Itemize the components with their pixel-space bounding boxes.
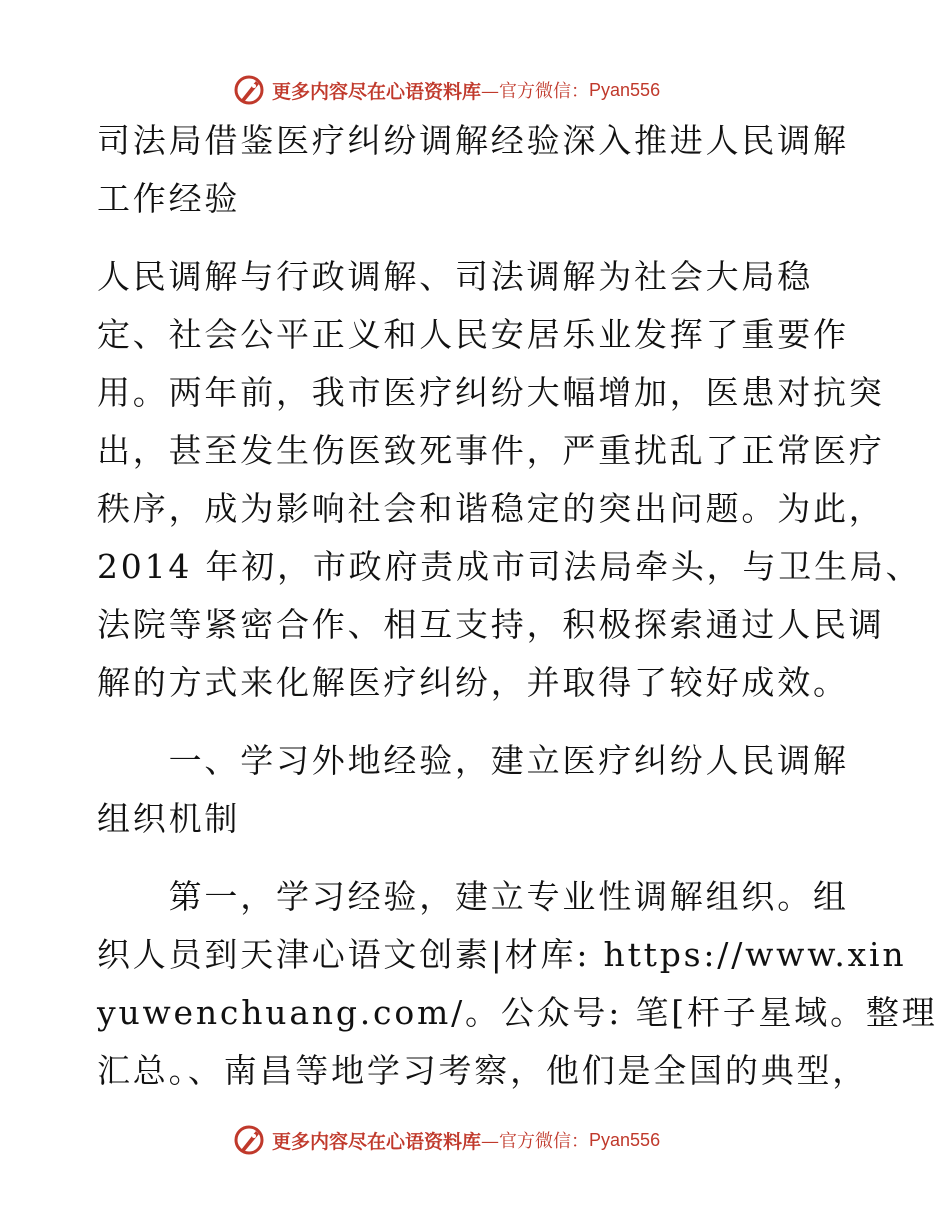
paragraph-line: 织人员到天津心语文创素|材库: https://www.xin — [97, 935, 907, 974]
paragraph-line: 解的方式来化解医疗纠纷，并取得了较好成效。 — [97, 663, 849, 702]
banner-title: 更多内容尽在心语资料库 — [272, 80, 482, 103]
pen-nib-logo-icon — [232, 73, 266, 107]
paragraph-line: 定、社会公平正义和人民安居乐业发挥了重要作 — [97, 315, 849, 354]
paragraph-line: 法院等紧密合作、相互支持，积极探索通过人民调 — [97, 605, 885, 644]
paragraph-line: 用。两年前，我市医疗纠纷大幅增加，医患对抗突 — [97, 373, 885, 412]
title-line: 司法局借鉴医疗纠纷调解经验深入推进人民调解 — [97, 121, 849, 160]
paragraph-intro — [97, 257, 922, 702]
document-title — [97, 122, 857, 218]
heading-line: 一、学习外地经验，建立医疗纠纷人民调解 — [97, 741, 849, 780]
paragraph-line: 秩序，成为影响社会和谐稳定的突出问题。为此， — [97, 489, 885, 528]
pen-nib-logo-icon — [232, 1123, 266, 1157]
banner-separator: —官方微信： — [481, 1131, 590, 1152]
banner-separator: —官方微信： — [481, 81, 590, 102]
title-line: 工作经验 — [97, 179, 241, 218]
paragraph-first-point — [97, 877, 938, 1090]
heading-line: 组织机制 — [97, 799, 241, 838]
document-body — [97, 121, 938, 1110]
banner-title: 更多内容尽在心语资料库 — [272, 1130, 482, 1153]
paragraph-line: 汇总。、南昌等地学习考察，他们是全国的典型， — [97, 1051, 869, 1090]
paragraph-line: yuwenchuang.com/。公众号: 笔[杆子星域。整理 — [97, 993, 938, 1032]
section-heading — [97, 742, 857, 838]
watermark-banner-top — [232, 72, 660, 108]
paragraph-line: 出，甚至发生伤医致死事件，严重扰乱了正常医疗 — [97, 431, 885, 470]
banner-account: Pyan556 — [589, 1129, 661, 1150]
watermark-banner-bottom — [232, 1122, 660, 1158]
paragraph-line: 人民调解与行政调解、司法调解为社会大局稳 — [97, 257, 813, 296]
banner-account: Pyan556 — [589, 79, 661, 100]
paragraph-line: 2014 年初，市政府责成市司法局牵头，与卫生局、 — [97, 547, 922, 586]
paragraph-line: 第一，学习经验，建立专业性调解组织。组 — [97, 877, 849, 916]
